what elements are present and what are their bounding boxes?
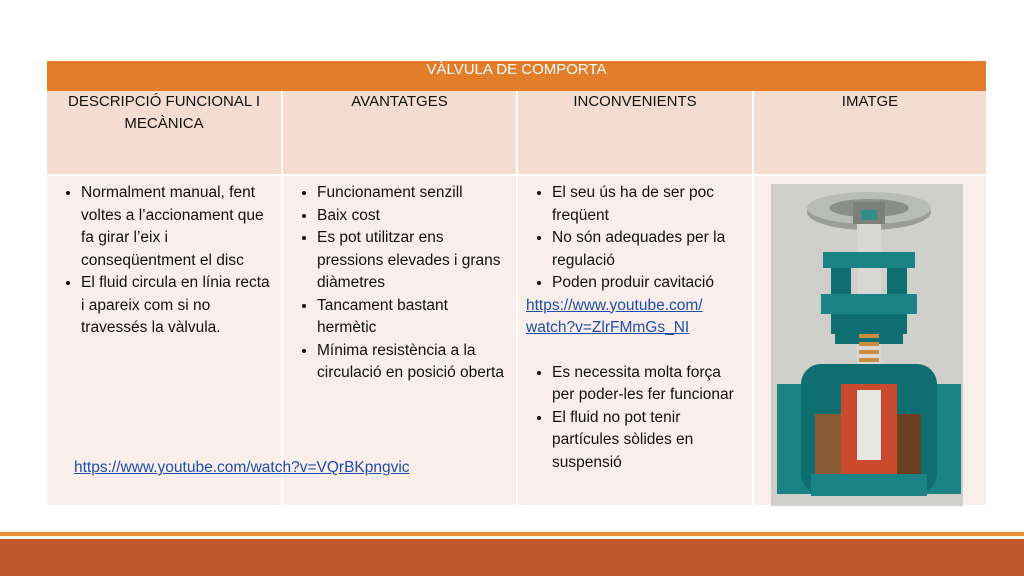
table-header-row bbox=[47, 91, 986, 175]
gate-valve-illustration bbox=[771, 184, 963, 506]
list-item: • Baix cost bbox=[317, 205, 508, 228]
cell-descripcio bbox=[47, 175, 282, 505]
cell-inconvenients bbox=[517, 175, 753, 505]
list-item: • Tancament bastant hermètic bbox=[317, 295, 508, 340]
list-item: • El seu ús ha de ser poc freqüent bbox=[552, 182, 744, 227]
table-title: VÀLVULA DE COMPORTA bbox=[47, 61, 986, 91]
video-link-part-2[interactable]: watch?v=ZlrFMmGs_NI bbox=[526, 319, 690, 336]
header-inconvenients: INCONVENIENTS bbox=[517, 91, 753, 175]
header-imatge: IMATGE bbox=[753, 91, 986, 175]
video-link-part-1[interactable]: https://www.youtube.com/ bbox=[526, 296, 703, 314]
header-descripcio: DESCRIPCIÓ FUNCIONAL I MECÀNICA bbox=[47, 91, 282, 175]
gate-valve-image bbox=[771, 184, 963, 506]
list-item: • Es necessita molta força per poder-les fer funcionar bbox=[552, 362, 744, 407]
list-item: • No són adequades per la regulació bbox=[552, 227, 744, 272]
list-item: • Mínima resistència a la circulació en posició oberta bbox=[317, 340, 508, 385]
list-item: • Es pot utilitzar ens pressions elevades i grans diàmetres bbox=[317, 227, 508, 295]
inconvenients-link[interactable] bbox=[518, 295, 744, 340]
footer-bar bbox=[0, 539, 1024, 576]
descripcio-video-link[interactable]: https://www.youtube.com/watch?v=VQrBKpngvic bbox=[74, 459, 410, 476]
list-item: • Poden produir cavitació bbox=[552, 272, 744, 295]
inconvenients-list-b bbox=[518, 362, 744, 475]
inconvenients-list-a bbox=[518, 182, 744, 295]
header-avantatges: AVANTATGES bbox=[282, 91, 517, 175]
avantatges-list bbox=[283, 182, 508, 385]
list-item: • El fluid circula en línia recta i apareix com si no travessés la vàlvula. bbox=[81, 272, 273, 340]
descripcio-list bbox=[47, 182, 273, 340]
footer-accent-line bbox=[0, 532, 1024, 536]
list-item: • Normalment manual, fent voltes a l’accionament que fa girar l’eix i conseqüentment el disc bbox=[81, 182, 273, 272]
list-item: • Funcionament senzill bbox=[317, 182, 508, 205]
table-title-row bbox=[47, 61, 986, 91]
cell-avantatges bbox=[282, 175, 517, 505]
list-item: • El fluid no pot tenir partícules sòlides en suspensió bbox=[552, 407, 744, 475]
